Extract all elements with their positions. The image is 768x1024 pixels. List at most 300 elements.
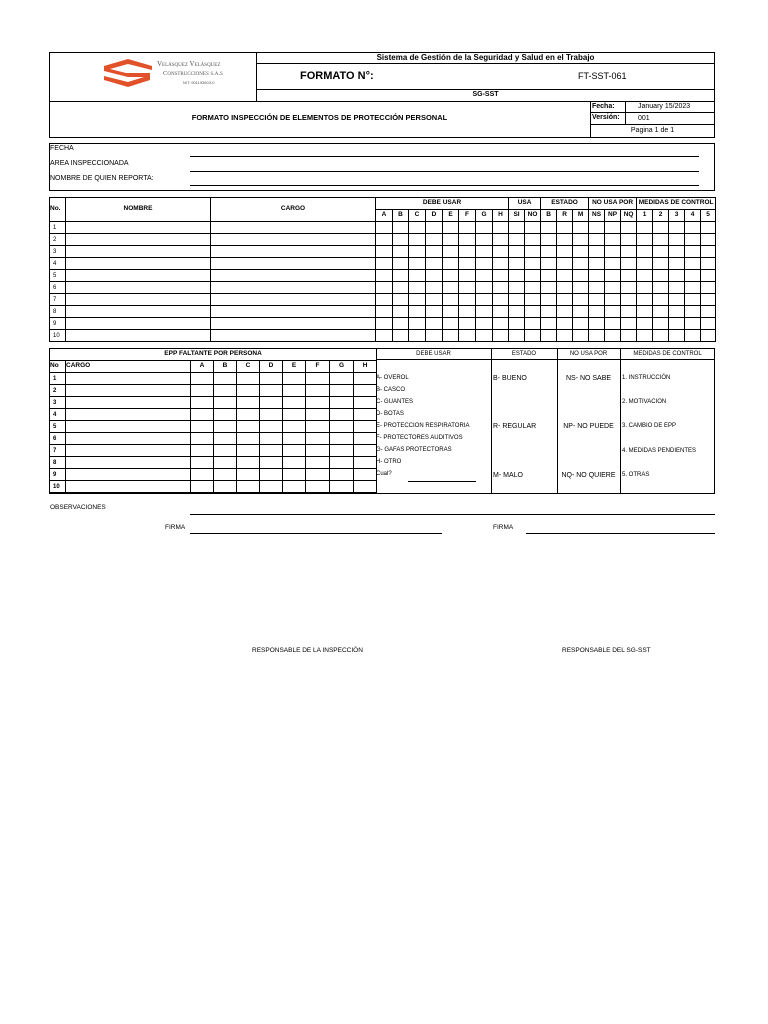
check-cell[interactable] [409,234,426,246]
check-cell[interactable] [509,222,525,234]
check-cell[interactable] [426,234,443,246]
epp-cell[interactable] [214,397,237,409]
check-cell[interactable] [621,258,637,270]
check-cell[interactable] [701,222,716,234]
cargo-cell[interactable] [211,258,376,270]
check-cell[interactable] [376,258,393,270]
check-cell[interactable] [685,270,701,282]
check-cell[interactable] [509,258,525,270]
epp-cell[interactable] [330,385,354,397]
epp-cell[interactable] [214,409,237,421]
cargo-cell[interactable] [66,373,191,385]
check-cell[interactable] [605,282,621,294]
check-cell[interactable] [525,222,541,234]
check-cell[interactable] [637,222,653,234]
check-cell[interactable] [493,330,509,342]
check-cell[interactable] [476,246,493,258]
epp-cell[interactable] [354,457,377,469]
check-cell[interactable] [701,234,716,246]
check-cell[interactable] [589,294,605,306]
epp-cell[interactable] [237,433,260,445]
epp-cell[interactable] [191,445,214,457]
check-cell[interactable] [653,294,669,306]
check-cell[interactable] [443,318,459,330]
cargo-cell[interactable] [66,481,191,493]
check-cell[interactable] [589,330,605,342]
check-cell[interactable] [459,306,476,318]
nombre-cell[interactable] [66,306,211,318]
check-cell[interactable] [621,270,637,282]
check-cell[interactable] [637,306,653,318]
check-cell[interactable] [409,282,426,294]
check-cell[interactable] [701,306,716,318]
check-cell[interactable] [409,306,426,318]
observaciones-line[interactable] [190,514,715,515]
check-cell[interactable] [459,294,476,306]
epp-cell[interactable] [283,433,306,445]
check-cell[interactable] [509,318,525,330]
check-cell[interactable] [426,318,443,330]
check-cell[interactable] [409,318,426,330]
check-cell[interactable] [701,270,716,282]
nombre-cell[interactable] [66,318,211,330]
check-cell[interactable] [393,222,409,234]
check-cell[interactable] [525,330,541,342]
check-cell[interactable] [685,294,701,306]
check-cell[interactable] [653,222,669,234]
check-cell[interactable] [476,306,493,318]
epp-cell[interactable] [214,469,237,481]
cargo-cell[interactable] [211,234,376,246]
check-cell[interactable] [393,294,409,306]
check-cell[interactable] [621,330,637,342]
check-cell[interactable] [669,306,685,318]
check-cell[interactable] [459,282,476,294]
check-cell[interactable] [541,306,557,318]
check-cell[interactable] [493,294,509,306]
check-cell[interactable] [669,318,685,330]
check-cell[interactable] [541,330,557,342]
check-cell[interactable] [621,318,637,330]
check-cell[interactable] [621,306,637,318]
check-cell[interactable] [525,318,541,330]
cargo-cell[interactable] [211,306,376,318]
check-cell[interactable] [426,330,443,342]
cargo-cell[interactable] [211,246,376,258]
check-cell[interactable] [621,282,637,294]
check-cell[interactable] [621,294,637,306]
epp-cell[interactable] [191,433,214,445]
check-cell[interactable] [589,282,605,294]
check-cell[interactable] [443,234,459,246]
cual-input-line[interactable] [408,481,476,482]
epp-cell[interactable] [306,409,330,421]
check-cell[interactable] [701,282,716,294]
epp-cell[interactable] [214,385,237,397]
epp-cell[interactable] [330,397,354,409]
area-input-line[interactable] [190,171,699,172]
epp-cell[interactable] [237,445,260,457]
epp-cell[interactable] [283,481,306,493]
check-cell[interactable] [589,270,605,282]
check-cell[interactable] [637,270,653,282]
check-cell[interactable] [701,246,716,258]
epp-cell[interactable] [191,421,214,433]
check-cell[interactable] [669,234,685,246]
check-cell[interactable] [637,282,653,294]
cargo-cell[interactable] [66,409,191,421]
check-cell[interactable] [493,246,509,258]
nombre-cell[interactable] [66,270,211,282]
check-cell[interactable] [653,282,669,294]
check-cell[interactable] [573,234,589,246]
check-cell[interactable] [605,222,621,234]
check-cell[interactable] [541,258,557,270]
check-cell[interactable] [653,306,669,318]
epp-cell[interactable] [191,397,214,409]
check-cell[interactable] [685,222,701,234]
check-cell[interactable] [701,258,716,270]
check-cell[interactable] [557,246,573,258]
epp-cell[interactable] [237,373,260,385]
check-cell[interactable] [509,282,525,294]
epp-cell[interactable] [306,397,330,409]
epp-cell[interactable] [330,457,354,469]
check-cell[interactable] [376,330,393,342]
epp-cell[interactable] [260,469,283,481]
epp-cell[interactable] [283,445,306,457]
check-cell[interactable] [443,246,459,258]
check-cell[interactable] [653,330,669,342]
check-cell[interactable] [573,258,589,270]
check-cell[interactable] [605,246,621,258]
nombre-cell[interactable] [66,330,211,342]
check-cell[interactable] [621,222,637,234]
check-cell[interactable] [509,270,525,282]
epp-cell[interactable] [260,457,283,469]
check-cell[interactable] [525,246,541,258]
check-cell[interactable] [493,318,509,330]
check-cell[interactable] [685,306,701,318]
epp-cell[interactable] [283,457,306,469]
reporta-input-line[interactable] [190,185,699,186]
check-cell[interactable] [443,270,459,282]
check-cell[interactable] [509,306,525,318]
epp-cell[interactable] [354,397,377,409]
epp-cell[interactable] [354,409,377,421]
check-cell[interactable] [509,294,525,306]
check-cell[interactable] [443,306,459,318]
check-cell[interactable] [621,234,637,246]
check-cell[interactable] [525,270,541,282]
check-cell[interactable] [525,294,541,306]
epp-cell[interactable] [354,433,377,445]
check-cell[interactable] [557,330,573,342]
check-cell[interactable] [637,246,653,258]
check-cell[interactable] [685,234,701,246]
cargo-cell[interactable] [211,270,376,282]
check-cell[interactable] [376,222,393,234]
epp-cell[interactable] [214,421,237,433]
check-cell[interactable] [573,318,589,330]
check-cell[interactable] [669,282,685,294]
epp-cell[interactable] [214,445,237,457]
cargo-cell[interactable] [211,294,376,306]
check-cell[interactable] [669,330,685,342]
nombre-cell[interactable] [66,282,211,294]
epp-cell[interactable] [237,421,260,433]
check-cell[interactable] [525,234,541,246]
epp-cell[interactable] [283,469,306,481]
check-cell[interactable] [376,282,393,294]
check-cell[interactable] [685,282,701,294]
check-cell[interactable] [459,330,476,342]
check-cell[interactable] [459,234,476,246]
epp-cell[interactable] [191,409,214,421]
check-cell[interactable] [605,258,621,270]
check-cell[interactable] [573,246,589,258]
epp-cell[interactable] [330,469,354,481]
epp-cell[interactable] [214,457,237,469]
check-cell[interactable] [557,282,573,294]
check-cell[interactable] [476,294,493,306]
check-cell[interactable] [573,330,589,342]
epp-cell[interactable] [354,421,377,433]
check-cell[interactable] [557,270,573,282]
check-cell[interactable] [459,318,476,330]
cargo-cell[interactable] [66,433,191,445]
epp-cell[interactable] [237,481,260,493]
check-cell[interactable] [685,330,701,342]
check-cell[interactable] [605,306,621,318]
check-cell[interactable] [589,306,605,318]
check-cell[interactable] [541,270,557,282]
epp-cell[interactable] [306,481,330,493]
epp-cell[interactable] [354,445,377,457]
check-cell[interactable] [605,294,621,306]
epp-cell[interactable] [260,481,283,493]
epp-cell[interactable] [191,457,214,469]
check-cell[interactable] [701,318,716,330]
check-cell[interactable] [459,270,476,282]
check-cell[interactable] [685,246,701,258]
check-cell[interactable] [376,270,393,282]
firma-line-1[interactable] [190,533,442,534]
check-cell[interactable] [476,258,493,270]
check-cell[interactable] [476,282,493,294]
check-cell[interactable] [426,306,443,318]
check-cell[interactable] [493,234,509,246]
cargo-cell[interactable] [66,469,191,481]
check-cell[interactable] [541,294,557,306]
check-cell[interactable] [409,222,426,234]
check-cell[interactable] [426,258,443,270]
check-cell[interactable] [653,258,669,270]
check-cell[interactable] [637,294,653,306]
check-cell[interactable] [685,258,701,270]
epp-cell[interactable] [354,481,377,493]
check-cell[interactable] [589,246,605,258]
check-cell[interactable] [443,330,459,342]
epp-cell[interactable] [260,373,283,385]
check-cell[interactable] [541,318,557,330]
check-cell[interactable] [509,330,525,342]
epp-cell[interactable] [330,373,354,385]
check-cell[interactable] [426,294,443,306]
check-cell[interactable] [426,270,443,282]
check-cell[interactable] [605,234,621,246]
check-cell[interactable] [541,282,557,294]
epp-cell[interactable] [237,397,260,409]
check-cell[interactable] [557,234,573,246]
check-cell[interactable] [393,330,409,342]
check-cell[interactable] [573,222,589,234]
check-cell[interactable] [493,258,509,270]
check-cell[interactable] [541,234,557,246]
check-cell[interactable] [426,246,443,258]
check-cell[interactable] [541,222,557,234]
cargo-cell[interactable] [211,282,376,294]
check-cell[interactable] [493,270,509,282]
check-cell[interactable] [701,294,716,306]
epp-cell[interactable] [306,421,330,433]
cargo-cell[interactable] [211,222,376,234]
check-cell[interactable] [393,270,409,282]
check-cell[interactable] [605,330,621,342]
check-cell[interactable] [669,270,685,282]
check-cell[interactable] [409,258,426,270]
epp-cell[interactable] [283,409,306,421]
epp-cell[interactable] [237,457,260,469]
check-cell[interactable] [573,270,589,282]
epp-cell[interactable] [283,385,306,397]
epp-cell[interactable] [306,385,330,397]
check-cell[interactable] [393,282,409,294]
check-cell[interactable] [557,294,573,306]
cargo-cell[interactable] [66,397,191,409]
check-cell[interactable] [393,306,409,318]
check-cell[interactable] [605,270,621,282]
cargo-cell[interactable] [211,330,376,342]
check-cell[interactable] [409,246,426,258]
cargo-cell[interactable] [211,318,376,330]
epp-cell[interactable] [354,385,377,397]
epp-cell[interactable] [214,481,237,493]
epp-cell[interactable] [283,421,306,433]
check-cell[interactable] [443,222,459,234]
epp-cell[interactable] [330,433,354,445]
check-cell[interactable] [653,234,669,246]
check-cell[interactable] [589,222,605,234]
epp-cell[interactable] [260,421,283,433]
nombre-cell[interactable] [66,258,211,270]
check-cell[interactable] [525,282,541,294]
check-cell[interactable] [426,222,443,234]
nombre-cell[interactable] [66,234,211,246]
epp-cell[interactable] [260,397,283,409]
check-cell[interactable] [621,246,637,258]
check-cell[interactable] [525,306,541,318]
check-cell[interactable] [493,222,509,234]
check-cell[interactable] [376,246,393,258]
epp-cell[interactable] [283,373,306,385]
check-cell[interactable] [701,330,716,342]
check-cell[interactable] [605,318,621,330]
epp-cell[interactable] [330,445,354,457]
check-cell[interactable] [653,270,669,282]
check-cell[interactable] [541,246,557,258]
check-cell[interactable] [557,306,573,318]
epp-cell[interactable] [191,385,214,397]
epp-cell[interactable] [306,469,330,481]
check-cell[interactable] [476,318,493,330]
check-cell[interactable] [426,282,443,294]
nombre-cell[interactable] [66,294,211,306]
epp-cell[interactable] [260,433,283,445]
check-cell[interactable] [393,258,409,270]
check-cell[interactable] [589,234,605,246]
epp-cell[interactable] [237,385,260,397]
check-cell[interactable] [459,258,476,270]
check-cell[interactable] [376,234,393,246]
check-cell[interactable] [376,306,393,318]
epp-cell[interactable] [306,457,330,469]
check-cell[interactable] [589,258,605,270]
check-cell[interactable] [376,294,393,306]
check-cell[interactable] [476,330,493,342]
check-cell[interactable] [637,234,653,246]
check-cell[interactable] [557,222,573,234]
check-cell[interactable] [589,318,605,330]
check-cell[interactable] [409,330,426,342]
epp-cell[interactable] [260,385,283,397]
check-cell[interactable] [509,234,525,246]
epp-cell[interactable] [214,373,237,385]
epp-cell[interactable] [191,469,214,481]
epp-cell[interactable] [330,409,354,421]
check-cell[interactable] [525,258,541,270]
epp-cell[interactable] [283,397,306,409]
cargo-cell[interactable] [66,445,191,457]
check-cell[interactable] [459,222,476,234]
check-cell[interactable] [509,246,525,258]
epp-cell[interactable] [191,373,214,385]
epp-cell[interactable] [237,409,260,421]
epp-cell[interactable] [214,433,237,445]
epp-cell[interactable] [354,373,377,385]
check-cell[interactable] [669,258,685,270]
check-cell[interactable] [443,294,459,306]
check-cell[interactable] [653,318,669,330]
check-cell[interactable] [557,318,573,330]
check-cell[interactable] [573,306,589,318]
fecha-input-line[interactable] [190,156,699,157]
check-cell[interactable] [493,282,509,294]
nombre-cell[interactable] [66,246,211,258]
check-cell[interactable] [409,270,426,282]
epp-cell[interactable] [260,445,283,457]
check-cell[interactable] [573,294,589,306]
epp-cell[interactable] [306,373,330,385]
check-cell[interactable] [557,258,573,270]
check-cell[interactable] [393,234,409,246]
check-cell[interactable] [637,330,653,342]
check-cell[interactable] [476,234,493,246]
cargo-cell[interactable] [66,457,191,469]
check-cell[interactable] [476,222,493,234]
epp-cell[interactable] [330,481,354,493]
check-cell[interactable] [573,282,589,294]
